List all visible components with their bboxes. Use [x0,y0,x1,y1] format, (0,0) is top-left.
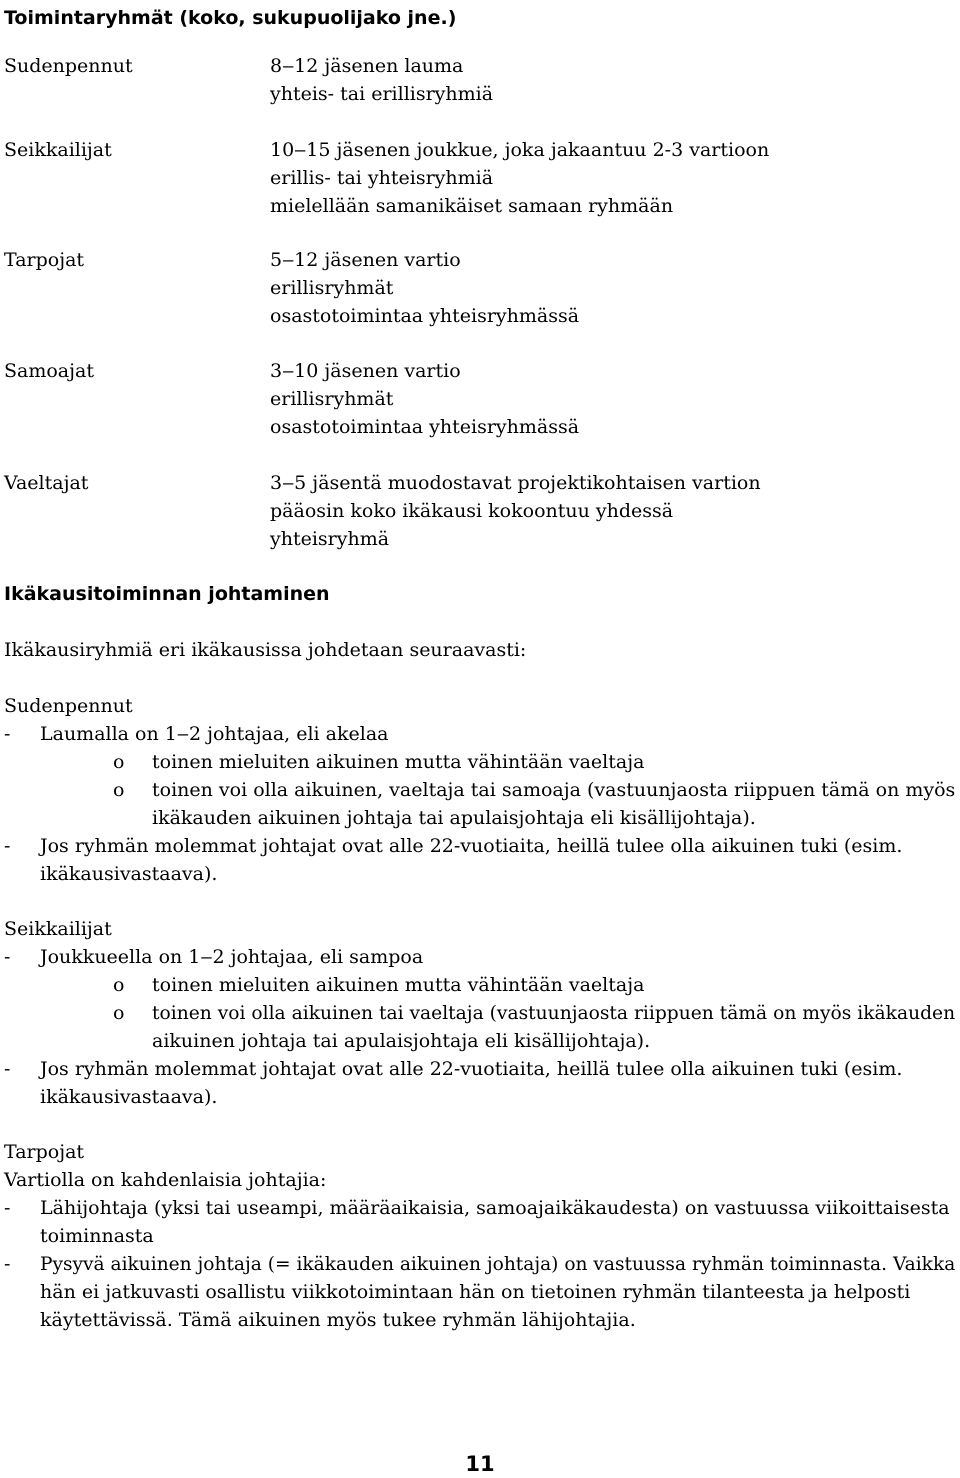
group-name-tarpojat: Tarpojat [4,249,85,271]
group-lines-vaeltajat [270,469,950,553]
tarpojat-dash1-line1: Lähijohtaja (yksi tai useampi, määräaikaisia, samoajaikäkaudesta) on vastuussa viikoittaisesta [40,1197,950,1219]
group-line: mielellään samanikäiset samaan ryhmään [270,195,674,217]
group-name-sudenpennut: Sudenpennut [4,55,133,77]
group-line: yhteis- tai erillisryhmiä [270,83,494,105]
group-name-samoajat: Samoajat [4,360,94,382]
sub-marker: o [113,779,125,801]
group-line: erillis- tai yhteisryhmiä [270,167,494,189]
tarpojat-dash2-line3: käytettävissä. Tämä aikuinen myös tukee ryhmän lähijohtajia. [40,1309,636,1331]
page-number: 11 [465,1452,495,1476]
seikkailijat-sub2-line2: aikuinen johtaja tai apulaisjohtaja eli kisällijohtaja). [152,1030,651,1052]
group-lines-tarpojat [270,246,950,330]
group-lines-seikkailijat [270,136,950,220]
section-title-sudenpennut: Sudenpennut [4,695,133,717]
group-line: erillisryhmät [270,277,394,299]
dash-marker: - [4,723,11,745]
section-title-seikkailijat: Seikkailijat [4,918,112,940]
tarpojat-dash2-line1: Pysyvä aikuinen johtaja (= ikäkauden aikuinen johtaja) on vastuussa ryhmän toiminnasta. Vaikka [40,1253,956,1275]
dash-marker: - [4,1253,11,1275]
sudenpennut-sub1: toinen mieluiten aikuinen mutta vähintään vaeltaja [152,751,645,773]
sudenpennut-dash2-line2: ikäkausivastaava). [40,863,218,885]
section-title-tarpojat: Tarpojat [4,1141,85,1163]
group-line: 3‒10 jäsenen vartio [270,360,461,382]
dash-marker: - [4,1197,11,1219]
group-line: 10‒15 jäsenen joukkue, joka jakaantuu 2-3 vartioon [270,139,770,161]
sub-marker: o [113,1002,125,1024]
sub-marker: o [113,974,125,996]
dash-marker: - [4,1058,11,1080]
leadership-intro: Ikäkausiryhmiä eri ikäkausissa johdetaan seuraavasti: [4,639,527,661]
sudenpennut-dash1: Laumalla on 1‒2 johtajaa, eli akelaa [40,723,389,745]
group-line: 5‒12 jäsenen vartio [270,249,461,271]
group-line: yhteisryhmä [270,528,390,550]
seikkailijat-dash2-line1: Jos ryhmän molemmat johtajat ovat alle 22-vuotiaita, heillä tulee olla aikuinen tuki (esim. [40,1058,903,1080]
sudenpennut-sub2-line2: ikäkauden aikuinen johtaja tai apulaisjohtaja eli kisällijohtaja). [152,807,756,829]
group-name-vaeltajat: Vaeltajat [4,472,89,494]
sudenpennut-dash2-line1: Jos ryhmän molemmat johtajat ovat alle 22-vuotiaita, heillä tulee olla aikuinen tuki (esim. [40,835,903,857]
group-lines-sudenpennut [270,52,950,108]
group-name-seikkailijat: Seikkailijat [4,139,112,161]
tarpojat-dash1-line2: toiminnasta [40,1225,154,1247]
dash-marker: - [4,835,11,857]
seikkailijat-sub2-line1: toinen voi olla aikuinen tai vaeltaja (vastuunjaosta riippuen tämä on myös ikäkauden [152,1002,956,1024]
tarpojat-dash2-line2: hän ei jatkuvasti osallistu viikkotoimintaan hän on tietoinen ryhmän tilanteesta ja helposti [40,1281,911,1303]
group-line: erillisryhmät [270,388,394,410]
dash-marker: - [4,946,11,968]
group-lines-samoajat [270,357,950,441]
tarpojat-intro: Vartiolla on kahdenlaisia johtajia: [4,1169,327,1191]
sudenpennut-sub2-line1: toinen voi olla aikuinen, vaeltaja tai samoaja (vastuunjaosta riippuen tämä on myös [152,779,956,801]
group-line: pääosin koko ikäkausi kokoontuu yhdessä [270,500,674,522]
seikkailijat-sub1: toinen mieluiten aikuinen mutta vähintään vaeltaja [152,974,645,996]
heading-leadership: Ikäkausitoiminnan johtaminen [4,583,330,605]
group-line: osastotoimintaa yhteisryhmässä [270,305,580,327]
group-line: osastotoimintaa yhteisryhmässä [270,416,580,438]
group-line: 8‒12 jäsenen lauma [270,55,464,77]
seikkailijat-dash1: Joukkueella on 1‒2 johtajaa, eli sampoa [40,946,424,968]
sub-marker: o [113,751,125,773]
group-line: 3‒5 jäsentä muodostavat projektikohtaisen vartion [270,472,761,494]
seikkailijat-dash2-line2: ikäkausivastaava). [40,1086,218,1108]
heading-groups: Toimintaryhmät (koko, sukupuolijako jne.) [4,7,457,29]
